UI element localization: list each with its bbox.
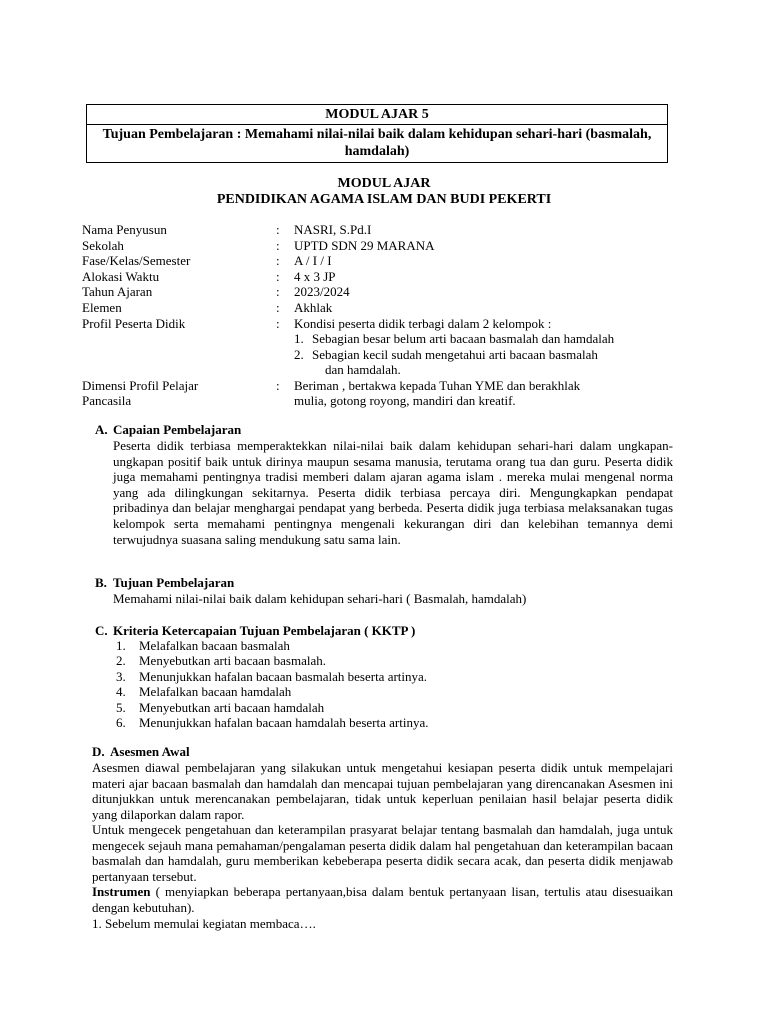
section-title: Capaian Pembelajaran <box>113 422 242 437</box>
section-d-item-1: 1. Sebelum memulai kegiatan membaca…. <box>92 916 316 931</box>
list-text: Menyebutkan arti bacaan basmalah. <box>139 653 326 669</box>
section-d-paragraph-1: Asesmen diawal pembelajaran yang silakukan untuk mengetahui kesiapan peserta didik untuk mempelajari materi ajar bacaan basmalah dan hamdalah dan mencapai tujuan pembelajaran yang direncanakan Asesmen ini ditunjukkan untuk merencanakan pembelajaran, tidak untuk keperluan penilaian hasil belajar peserta didik yang dilaporkan dalam rapor. <box>92 760 673 822</box>
info-value: NASRI, S.Pd.I <box>294 222 372 237</box>
info-value: 4 x 3 JP <box>294 268 336 284</box>
info-label: Dimensi Profil Pelajar <box>82 377 199 393</box>
info-label: Nama Penyusun <box>82 222 167 237</box>
section-b-body: Memahami nilai-nilai baik dalam kehidupan sehari-hari ( Basmalah, hamdalah) <box>113 591 527 606</box>
info-value: Beriman , bertakwa kepada Tuhan YME dan berakhlak <box>294 377 581 393</box>
list-number: 2. <box>294 346 304 362</box>
list-text: Sebagian besar belum arti bacaan basmalah dan hamdalah <box>312 331 615 346</box>
list-text: Menunjukkan hafalan bacaan basmalah beserta artinya. <box>139 668 428 684</box>
section-d-heading <box>92 744 190 760</box>
list-number: 6. <box>116 714 126 730</box>
info-label: Tahun Ajaran <box>82 284 153 300</box>
info-colon: : <box>276 315 280 331</box>
info-label: Fase/Kelas/Semester <box>82 253 191 269</box>
list-text: Melafalkan bacaan basmalah <box>139 638 290 653</box>
info-value: 2023/2024 <box>294 284 350 300</box>
instrumen-text: ( menyiapkan beberapa pertanyaan,bisa dalam bentuk pertanyaan lisan, tertulis atau disesuaikan dengan kebutuhan). <box>92 884 673 915</box>
info-label: Profil Peserta Didik <box>82 315 186 331</box>
list-text: Menunjukkan hafalan bacaan hamdalah beserta artinya. <box>139 714 429 730</box>
section-a-body: Peserta didik terbiasa memperaktekkan nilai-nilai baik dalam kehidupan sehari-hari dalam ungkapan- ungkapan positif baik untuk dirinya maupun sesama manusia, terutama orang tua dan guru. Peserta didik juga memahami pentingnya tradisi memberi dalam ajaran agama islam . mereka mulai mengenal norma yang ada dilingkungan sekitarnya. Peserta didik terbiasa percaya diri. Mengungkapkan pendapat pribadinya dan belajar menghargai pendapat yang berbeda. Peserta didik juga terbiasa melaksanakan tugas kelompok serta memahami pentingnya mengenali kekurangan diri dan kelebihan temannya demi terwujudnya suasana saling mendukung satu sama lain. <box>113 438 673 547</box>
list-number: 5. <box>116 699 126 715</box>
info-label: Pancasila <box>82 393 132 409</box>
info-colon: : <box>276 222 280 237</box>
module-header-box <box>86 104 668 163</box>
list-number: 1. <box>294 331 304 346</box>
section-title: Kriteria Ketercapaian Tujuan Pembelajaran ( KKTP ) <box>113 623 416 638</box>
section-title: Tujuan Pembelajaran <box>113 575 235 590</box>
info-value: Kondisi peserta didik terbagi dalam 2 kelompok : <box>294 315 552 331</box>
info-value: Akhlak <box>294 299 333 315</box>
info-colon: : <box>276 299 280 315</box>
list-text: dan hamdalah. <box>325 362 401 378</box>
list-number: 1. <box>116 638 126 653</box>
section-d-paragraph-2: Untuk mengecek pengetahuan dan keterampilan prasyarat belajar tentang basmalah dan hamdalah, juga untuk mengecek sejauh mana pemahaman/pengalaman peserta didik dalam hal pengetahuan dan keterampilan bacaan basmalah dan hamdalah, guru memberikan kebeberapa peserta didik secara acak, dan peserta didik menjawab pertanyaan tersebut. <box>92 822 673 884</box>
list-text: Melafalkan bacaan hamdalah <box>139 684 292 700</box>
info-colon: : <box>276 237 280 253</box>
list-text: Menyebutkan arti bacaan hamdalah <box>139 699 325 715</box>
section-letter: D. <box>92 744 105 759</box>
info-label: Elemen <box>82 299 122 315</box>
info-label: Alokasi Waktu <box>82 268 160 284</box>
section-c-heading <box>95 623 415 639</box>
instrumen-label: Instrumen <box>92 884 151 899</box>
info-value: UPTD SDN 29 MARANA <box>294 237 435 253</box>
section-letter: B. <box>95 575 107 590</box>
info-label: Sekolah <box>82 237 124 253</box>
module-learning-goal: Tujuan Pembelajaran : Memahami nilai-nilai baik dalam kehidupan sehari-hari (basmalah, hamdalah) <box>102 127 652 159</box>
section-d-instrumen <box>92 884 673 915</box>
section-title: Asesmen Awal <box>110 744 190 759</box>
info-value: mulia, gotong royong, mandiri dan kreatif. <box>294 393 516 409</box>
section-letter: A. <box>95 422 108 437</box>
doc-title: MODUL AJAR <box>337 176 431 191</box>
info-value: A / I / I <box>294 253 332 269</box>
list-text: Sebagian kecil sudah mengetahui arti bacaan basmalah <box>312 346 598 362</box>
info-colon: : <box>276 284 280 300</box>
info-colon: : <box>276 377 280 393</box>
list-number: 3. <box>116 668 126 684</box>
list-number: 4. <box>116 684 126 700</box>
info-colon: : <box>276 253 280 269</box>
module-title: MODUL AJAR 5 <box>87 105 667 125</box>
info-colon: : <box>276 268 280 284</box>
section-a-heading <box>95 422 241 438</box>
section-letter: C. <box>95 623 108 638</box>
section-b-heading <box>95 575 234 591</box>
doc-subject-title: PENDIDIKAN AGAMA ISLAM DAN BUDI PEKERTI <box>216 192 552 207</box>
list-number: 2. <box>116 653 126 669</box>
